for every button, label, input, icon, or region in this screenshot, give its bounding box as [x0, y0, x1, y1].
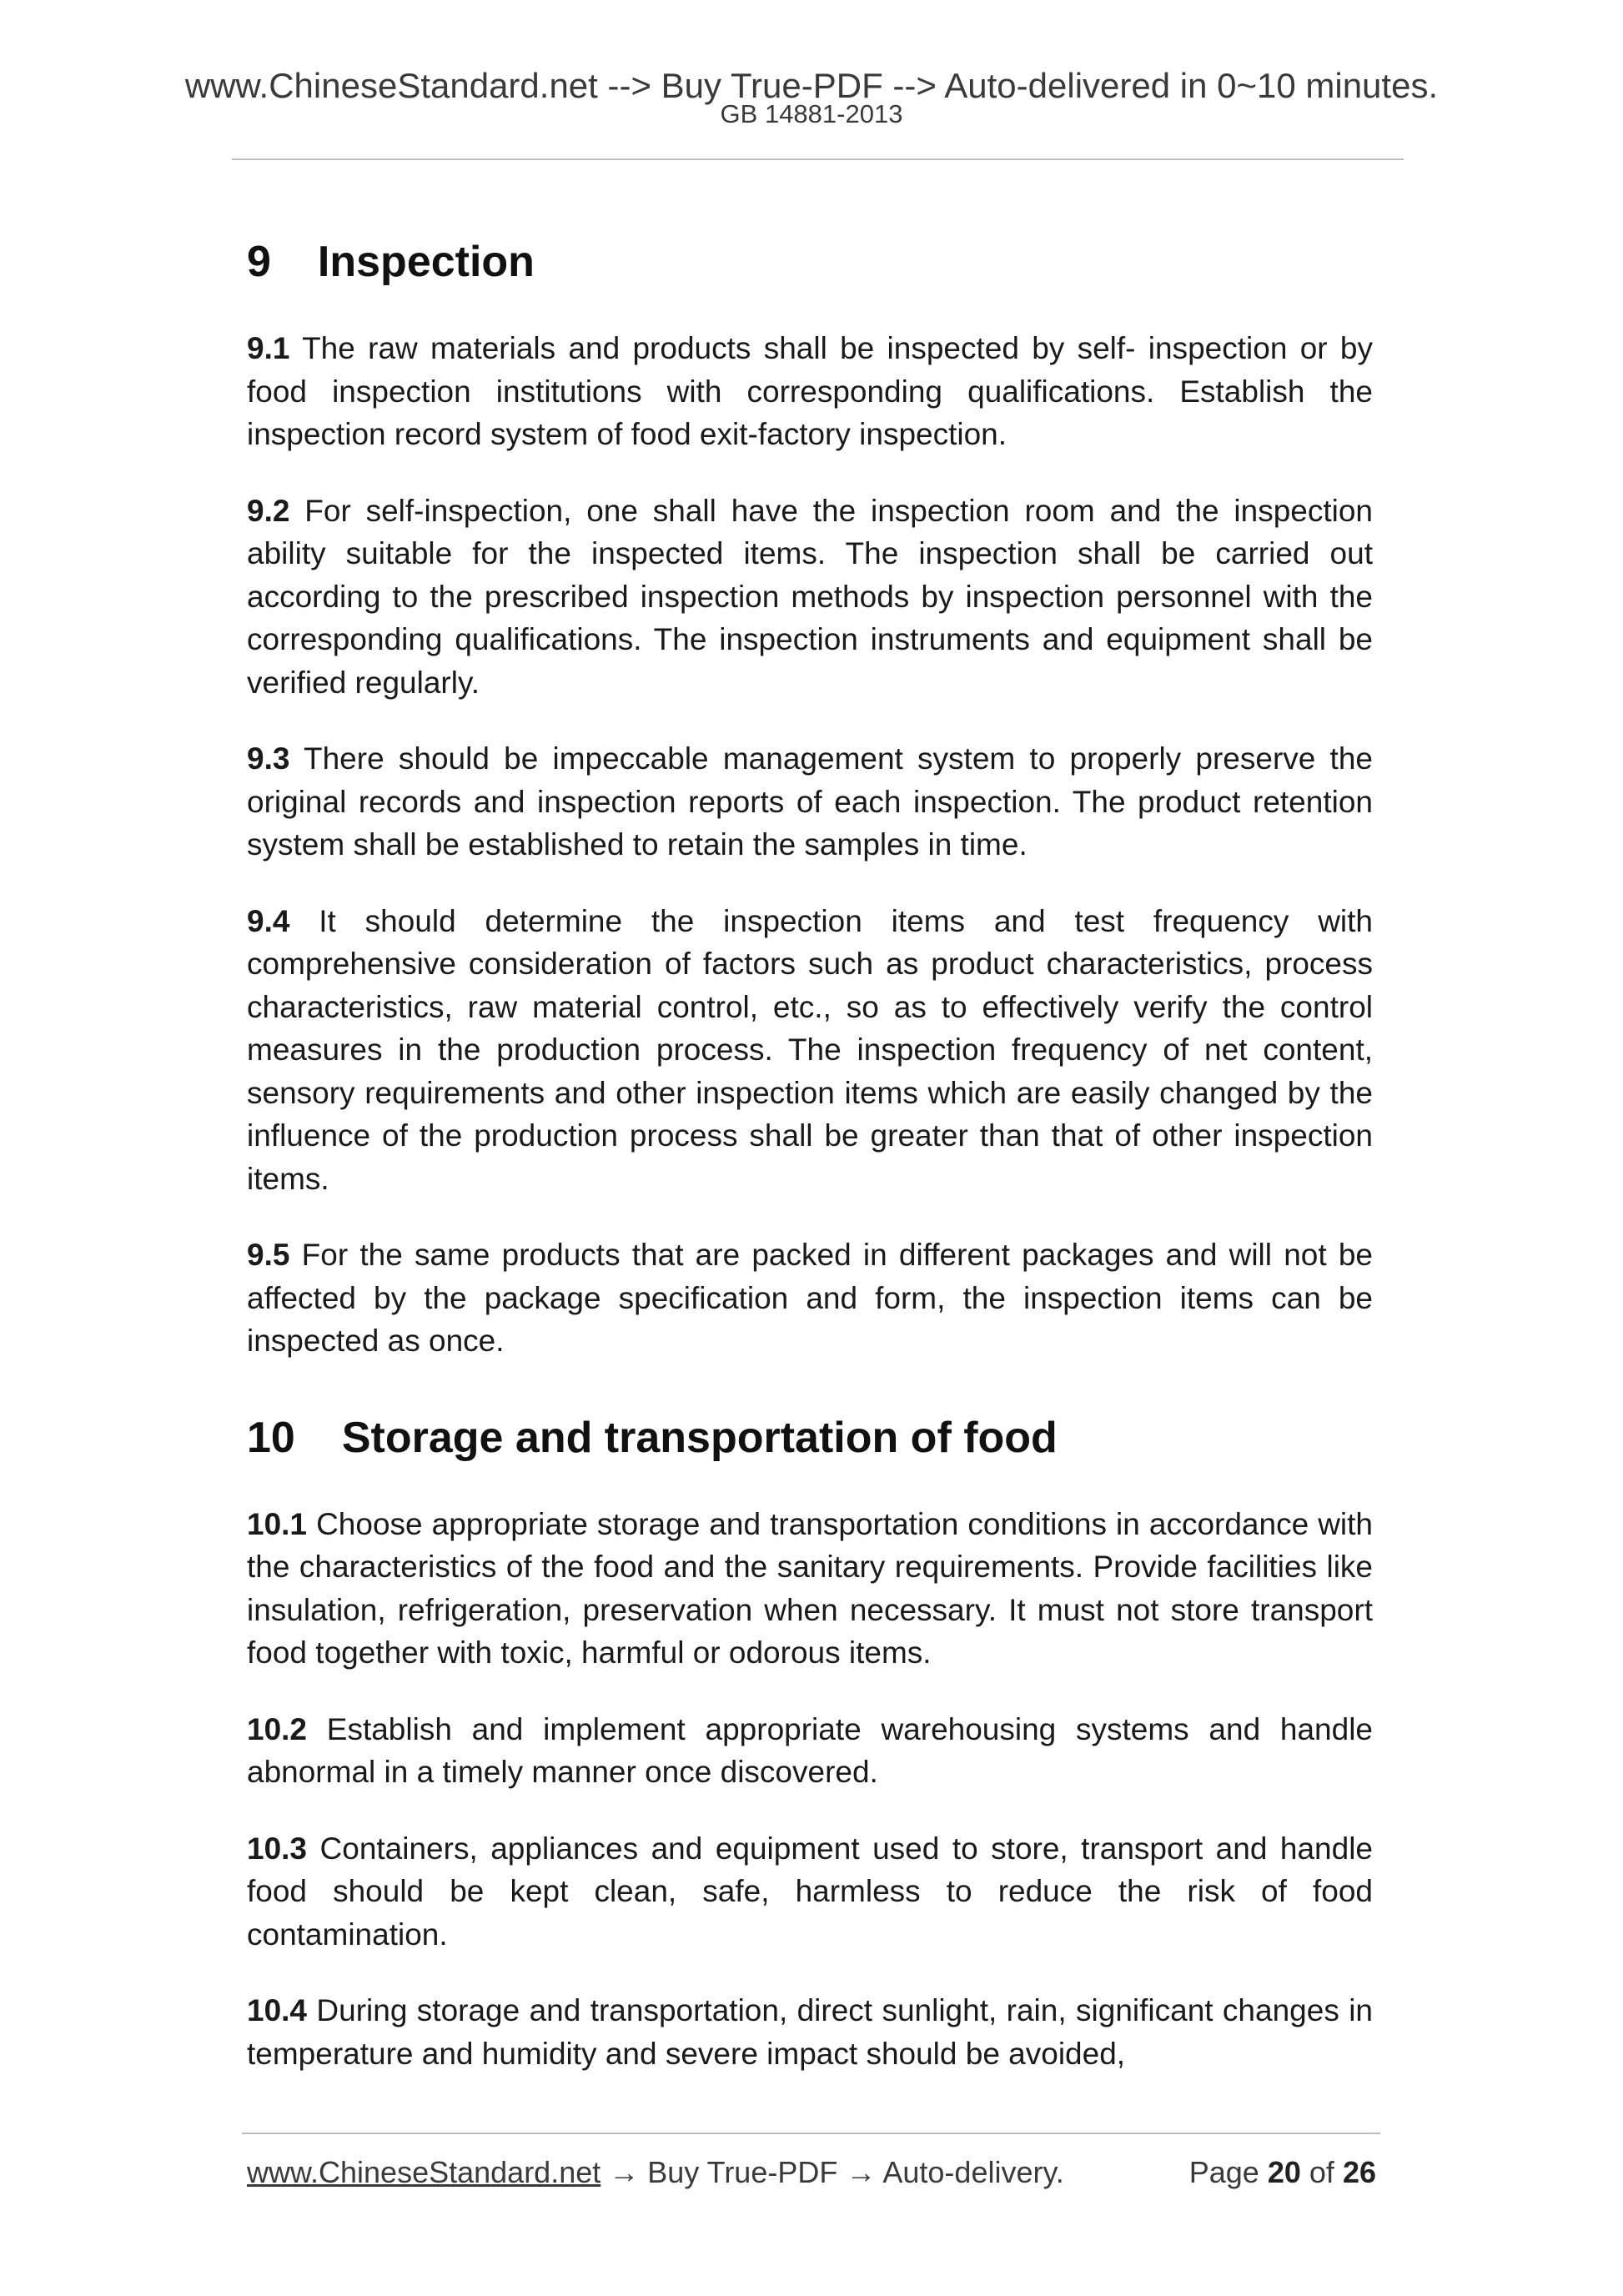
clause-text: Containers, appliances and equipment used to store, transport and handle food should be kept clean, safe, harmless to reduce the risk of food contamination. — [247, 1831, 1374, 1952]
clause-number: 10.2 — [247, 1711, 308, 1746]
page-label: Page — [1188, 2155, 1259, 2189]
clause-text: For the same products that are packed in different packages and will not be affected by the package specification and form, the inspection items can be inspected as once. — [247, 1238, 1373, 1358]
clause-9-2 — [247, 490, 1373, 705]
clause-number: 9.4 — [247, 903, 290, 938]
section-heading-9 — [247, 227, 1373, 297]
clause-text: The raw materials and products shall be inspected by self- inspection or by food inspection institutions with corresponding qualifications. Establish the inspection record system of food exit-factory inspection. — [247, 331, 1373, 451]
clause-10-4 — [247, 1989, 1373, 2075]
page-header — [0, 65, 1623, 127]
standard-number: GB 14881-2013 — [720, 99, 903, 128]
clause-10-1 — [247, 1503, 1373, 1675]
document-body — [247, 227, 1373, 2108]
section-number: 9 — [247, 238, 271, 286]
clause-9-5 — [247, 1233, 1373, 1363]
clause-text: For self-inspection, one shall have the inspection room and the inspection ability suitable for the inspected items. The inspection shall be carried out according to the prescribed inspection methods by inspection personnel with the corresponding qualifications. The inspection instruments and equipment shall be verified regularly. — [247, 493, 1373, 700]
total-page-count: 26 — [1342, 2155, 1376, 2189]
footer-purchase-path — [247, 2152, 1064, 2193]
arrow-right-icon: → — [609, 2155, 640, 2189]
section-title: Inspection — [317, 238, 535, 286]
clause-10-2 — [247, 1708, 1373, 1794]
section-number: 10 — [247, 1413, 295, 1462]
clause-number: 10.1 — [247, 1506, 308, 1541]
clause-10-3 — [247, 1827, 1373, 1957]
clause-text: There should be impeccable management system to properly preserve the original records and inspection reports of each inspection. The product retention system shall be established to retain the samples in time. — [247, 741, 1373, 862]
clause-number: 9.5 — [247, 1238, 290, 1272]
site-link[interactable]: www.ChineseStandard.net — [247, 2155, 601, 2189]
section-heading-10 — [247, 1403, 1373, 1473]
clause-text: Establish and implement appropriate warehousing systems and handle abnormal in a timely manner once discovered. — [247, 1711, 1373, 1789]
header-divider — [232, 158, 1404, 160]
clause-number: 9.1 — [247, 331, 290, 365]
page-indicator — [1189, 2152, 1376, 2193]
clause-number: 10.3 — [247, 1831, 308, 1866]
arrow-right-icon: → — [846, 2155, 877, 2189]
footer-step-buy: Buy True-PDF — [647, 2155, 838, 2189]
header-banner: www.ChineseStandard.net --> Buy True-PDF --> Auto-delivered in 0~10 minutes. — [184, 66, 1439, 105]
clause-9-4 — [247, 900, 1373, 1201]
clause-number: 9.3 — [247, 741, 290, 776]
clause-text: During storage and transportation, direct sunlight, rain, significant changes in temperature and humidity and severe impact should be avoided, — [247, 1993, 1373, 2071]
footer-divider — [242, 2133, 1380, 2134]
page-footer — [247, 2152, 1376, 2193]
footer-step-delivery: Auto-delivery. — [882, 2155, 1064, 2189]
clause-9-1 — [247, 327, 1373, 456]
of-label: of — [1309, 2155, 1334, 2189]
clause-text: It should determine the inspection items and test frequency with comprehensive consideration of factors such as product characteristics, process characteristics, raw material control, etc., so as to effectively verify the control measures in the production process. The inspection frequency of net content, sensory requirements and other inspection items which are easily changed by the influence of the production process shall be greater than that of other inspection items. — [247, 903, 1373, 1196]
clause-9-3 — [247, 737, 1373, 867]
section-title: Storage and transportation of food — [341, 1413, 1058, 1462]
clause-text: Choose appropriate storage and transportation conditions in accordance with the characteristics of the food and the sanitary requirements. Provide facilities like insulation, refrigeration, preservation when necessary. It must not store transport food together with toxic, harmful or odorous items. — [247, 1506, 1373, 1670]
current-page-number: 20 — [1267, 2155, 1301, 2189]
clause-number: 9.2 — [247, 493, 290, 528]
clause-number: 10.4 — [247, 1993, 308, 2027]
